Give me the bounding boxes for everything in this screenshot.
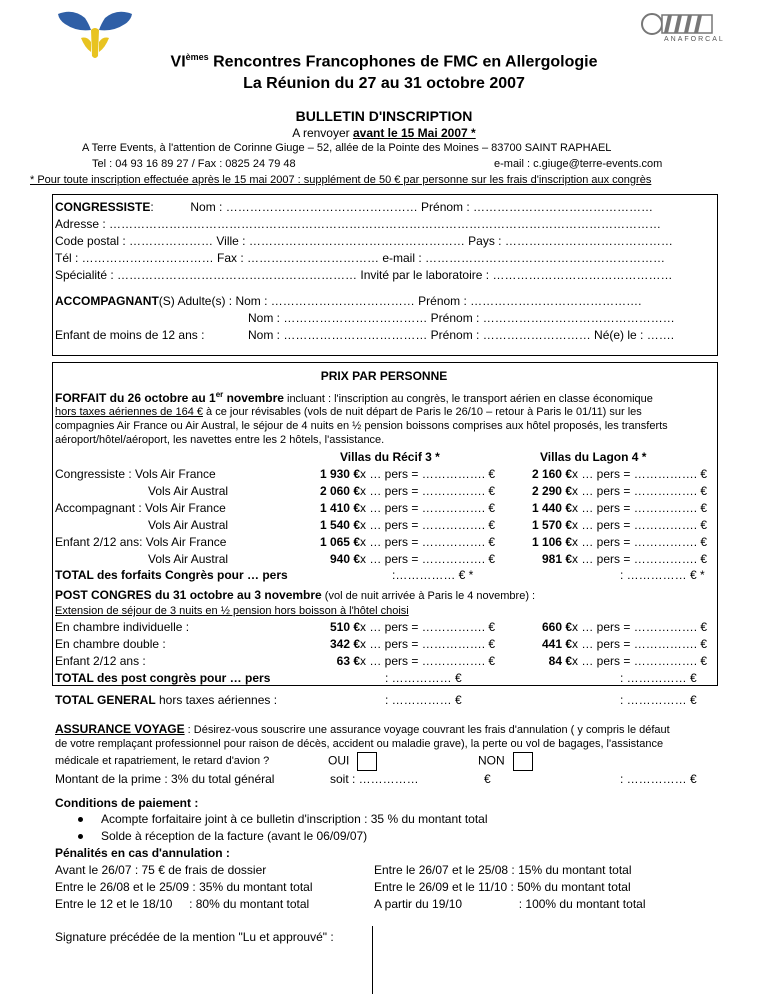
condition-item-1: Acompte forfaitaire joint à ce bulletin d'inscription : 35 % du montant total bbox=[78, 812, 488, 826]
col1-title: Villas du Récif 3 * bbox=[340, 450, 440, 464]
forfait-pers-lagon[interactable]: x … pers = ……………. € bbox=[572, 552, 708, 566]
total-forfaits-label: TOTAL des forfaits Congrès pour … pers bbox=[55, 568, 288, 582]
forfait-pers-recif[interactable]: x … pers = ……………. € bbox=[360, 535, 496, 549]
penalty-left-3: Entre le 12 et le 18/10 : 80% du montant total bbox=[55, 897, 310, 911]
forfait-price-recif: 1 410 € bbox=[319, 501, 360, 515]
congressiste-row: CONGRESSISTE: Nom : ………………………………………… Prénom : ……………………………………… bbox=[55, 200, 654, 214]
forfait-price-lagon: 2 290 € bbox=[531, 484, 572, 498]
tel-field[interactable]: Tél : …………………………… Fax : …………………………… e-mail : …………………………………………………… bbox=[55, 251, 666, 265]
anaforcal-logo-text: ANAFORCAL bbox=[664, 36, 725, 43]
forfait-pers-recif[interactable]: x … pers = ……………. € bbox=[360, 518, 496, 532]
penalty-right-1: Entre le 26/07 et le 25/08 : 15% du montant total bbox=[374, 863, 632, 877]
post-congres-title: POST CONGRES du 31 octobre au 3 novembre (vol de nuit arrivée à Paris le 4 novembre) : bbox=[55, 588, 536, 602]
insurance-total[interactable]: : …………… € bbox=[620, 772, 697, 786]
event-subtitle: La Réunion du 27 au 31 octobre 2007 bbox=[243, 75, 525, 92]
forfait-price-recif: 1 930 € bbox=[319, 467, 360, 481]
forfait-pers-lagon[interactable]: x … pers = ……………. € bbox=[572, 467, 708, 481]
forfait-price-recif: 940 € bbox=[329, 552, 360, 566]
post-price-lagon: 84 € bbox=[548, 654, 572, 668]
penalty-left-2: Entre le 26/08 et le 25/09 : 35% du montant total bbox=[55, 880, 313, 894]
forfait-pers-lagon[interactable]: x … pers = ……………. € bbox=[572, 484, 708, 498]
bullet-icon bbox=[78, 834, 83, 839]
post-price-recif: 342 € bbox=[329, 637, 360, 651]
total-forfaits-value-2[interactable]: : …………… € * bbox=[620, 568, 705, 582]
forfait-row-label: Vols Air Austral bbox=[148, 484, 229, 498]
post-pers-lagon[interactable]: x … pers = ……………. € bbox=[572, 654, 708, 668]
post-row-label: En chambre double : bbox=[55, 637, 166, 651]
total-general-label: TOTAL GENERAL hors taxes aériennes : bbox=[55, 693, 278, 707]
forfait-row-label: Accompagnant : Vols Air France bbox=[55, 501, 226, 515]
total-post-value-1[interactable]: : …………… € bbox=[385, 671, 462, 685]
accompagnant-row-2[interactable]: Nom : ……………………………… Prénom : ………………………………………… bbox=[248, 311, 675, 325]
organizer-email: e-mail : c.giuge@terre-events.com bbox=[494, 158, 663, 170]
accompagnant-row[interactable]: ACCOMPAGNANT(S) Adulte(s) : Nom : ……………………………… Prénom : ……………………………………. bbox=[55, 294, 642, 308]
penalty-title: Pénalités en cas d'annulation : bbox=[55, 846, 230, 860]
non-checkbox[interactable] bbox=[513, 752, 533, 771]
post-price-lagon: 660 € bbox=[541, 620, 572, 634]
forfait-pers-lagon[interactable]: x … pers = ……………. € bbox=[572, 518, 708, 532]
total-post-value-2[interactable]: : …………… € bbox=[620, 671, 697, 685]
specialite-field[interactable]: Spécialité : …………………………………………………… Invité par le laboratoire : ……………………………………… bbox=[55, 268, 673, 282]
post-pers-recif[interactable]: x … pers = ……………. € bbox=[360, 637, 496, 651]
penalty-right-2: Entre le 26/09 et le 11/10 : 50% du montant total bbox=[374, 880, 631, 894]
insurance-soit[interactable]: soit : …………… bbox=[330, 772, 419, 786]
insurance-text-3: médicale et rapatriement, le retard d'avion ? bbox=[55, 755, 270, 767]
insurance-non: NON bbox=[478, 752, 533, 771]
conditions-title: Conditions de paiement : bbox=[55, 796, 199, 810]
forfait-pers-recif[interactable]: x … pers = ……………. € bbox=[360, 467, 496, 481]
insurance-text-2: de votre remplaçant professionnel pour raison de décès, accident ou maladie grave), la perte ou vol de bagages, l'assistance bbox=[55, 738, 664, 750]
post-price-lagon: 441 € bbox=[541, 637, 572, 651]
post-pers-recif[interactable]: x … pers = ……………. € bbox=[360, 654, 496, 668]
post-extension: Extension de séjour de 3 nuits en ½ pension hors boisson à l'hôtel choisi bbox=[55, 605, 409, 617]
total-forfaits-value-1[interactable]: :…………… € * bbox=[392, 568, 474, 582]
post-pers-lagon[interactable]: x … pers = ……………. € bbox=[572, 637, 708, 651]
prices-heading: PRIX PAR PERSONNE bbox=[320, 369, 448, 383]
form-title: BULLETIN D'INSCRIPTION bbox=[295, 108, 473, 124]
forfait-price-lagon: 1 570 € bbox=[531, 518, 572, 532]
forfait-row-label: Congressiste : Vols Air France bbox=[55, 467, 216, 481]
forfait-row-label: Vols Air Austral bbox=[148, 518, 229, 532]
organizer-phone: Tel : 04 93 16 89 27 / Fax : 0825 24 79 48 bbox=[92, 158, 296, 170]
code-postal-field[interactable]: Code postal : ………………… Ville : ……………………………………………… Pays : …………………………………… bbox=[55, 234, 673, 248]
forfait-pers-lagon[interactable]: x … pers = ……………. € bbox=[572, 501, 708, 515]
forfait-pers-recif[interactable]: x … pers = ……………. € bbox=[360, 484, 496, 498]
forfait-price-recif: 1 540 € bbox=[319, 518, 360, 532]
signature-label: Signature précédée de la mention "Lu et approuvé" : bbox=[55, 930, 334, 944]
late-registration-note: * Pour toute inscription effectuée après le 15 mai 2007 : supplément de 50 € par personne sur les frais d'inscription aux congrès bbox=[30, 174, 652, 186]
forfait-price-recif: 2 060 € bbox=[319, 484, 360, 498]
forfait-price-recif: 1 065 € bbox=[319, 535, 360, 549]
total-general-value-1[interactable]: : …………… € bbox=[385, 693, 462, 707]
post-row-label: En chambre individuelle : bbox=[55, 620, 190, 634]
condition-item-2: Solde à réception de la facture (avant le 06/09/07) bbox=[78, 829, 367, 843]
post-pers-recif[interactable]: x … pers = ……………. € bbox=[360, 620, 496, 634]
event-title: VIèmes Rencontres Francophones de FMC en Allergologie bbox=[170, 52, 598, 71]
post-pers-lagon[interactable]: x … pers = ……………. € bbox=[572, 620, 708, 634]
return-line: A renvoyer avant le 15 Mai 2007 * bbox=[292, 126, 476, 140]
forfait-pers-recif[interactable]: x … pers = ……………. € bbox=[360, 552, 496, 566]
post-price-recif: 510 € bbox=[329, 620, 360, 634]
penalty-left-1: Avant le 26/07 : 75 € de frais de dossier bbox=[55, 863, 267, 877]
bullet-icon bbox=[78, 817, 83, 822]
forfait-row-label: Vols Air Austral bbox=[148, 552, 229, 566]
total-general-value-2[interactable]: : …………… € bbox=[620, 693, 697, 707]
insurance-title: ASSURANCE VOYAGE : Désirez-vous souscrire une assurance voyage couvrant les frais d'annulation ( y compris le défaut bbox=[55, 722, 670, 736]
forfait-price-lagon: 1 440 € bbox=[531, 501, 572, 515]
enfant-row[interactable]: Nom : ……………………………… Prénom : ……………………… Né(e) le : ……. bbox=[248, 328, 675, 342]
forfait-pers-recif[interactable]: x … pers = ……………. € bbox=[360, 501, 496, 515]
forfait-price-lagon: 1 106 € bbox=[531, 535, 572, 549]
organizer-address: A Terre Events, à l'attention de Corinne Giuge – 52, allée de la Pointe des Moines – 83700 SAINT RAPHAEL bbox=[82, 142, 612, 154]
insurance-prime: Montant de la prime : 3% du total général bbox=[55, 772, 275, 786]
post-price-recif: 63 € bbox=[336, 654, 360, 668]
insurance-euro: € bbox=[484, 772, 491, 786]
penalty-right-3: A partir du 19/10 : 100% du montant total bbox=[374, 897, 646, 911]
forfait-text-4: aéroport/hôtel/aéroport, les navettes entre les 2 hôtels, l'assistance. bbox=[55, 434, 385, 446]
signature-area[interactable] bbox=[372, 926, 374, 994]
forfait-price-lagon: 2 160 € bbox=[531, 467, 572, 481]
forfait-pers-lagon[interactable]: x … pers = ……………. € bbox=[572, 535, 708, 549]
adresse-field[interactable]: Adresse : ………………………………………………………………………………………………………………………… bbox=[55, 217, 662, 231]
total-post-label: TOTAL des post congrès pour … pers bbox=[55, 671, 271, 685]
enfant-label: Enfant de moins de 12 ans : bbox=[55, 328, 205, 342]
forfait-text-3: compagnies Air France ou Air Austral, le séjour de 4 nuits en ½ pension boissons comprises aux hôtel proposés, les transferts bbox=[55, 420, 668, 432]
forfait-title: FORFAIT du 26 octobre au 1er novembre incluant : l'inscription au congrès, le transport aérien en classe économique bbox=[55, 390, 653, 405]
col2-title: Villas du Lagon 4 * bbox=[540, 450, 647, 464]
forfait-price-lagon: 981 € bbox=[541, 552, 572, 566]
oui-checkbox[interactable] bbox=[357, 752, 377, 771]
post-row-label: Enfant 2/12 ans : bbox=[55, 654, 146, 668]
insurance-oui: OUI bbox=[328, 752, 377, 771]
forfait-text-2: hors taxes aériennes de 164 € à ce jour révisables (vols de nuit départ de Paris le 26/10 – retour à Paris le 01/11) sur les bbox=[55, 406, 642, 418]
forfait-row-label: Enfant 2/12 ans: Vols Air France bbox=[55, 535, 227, 549]
